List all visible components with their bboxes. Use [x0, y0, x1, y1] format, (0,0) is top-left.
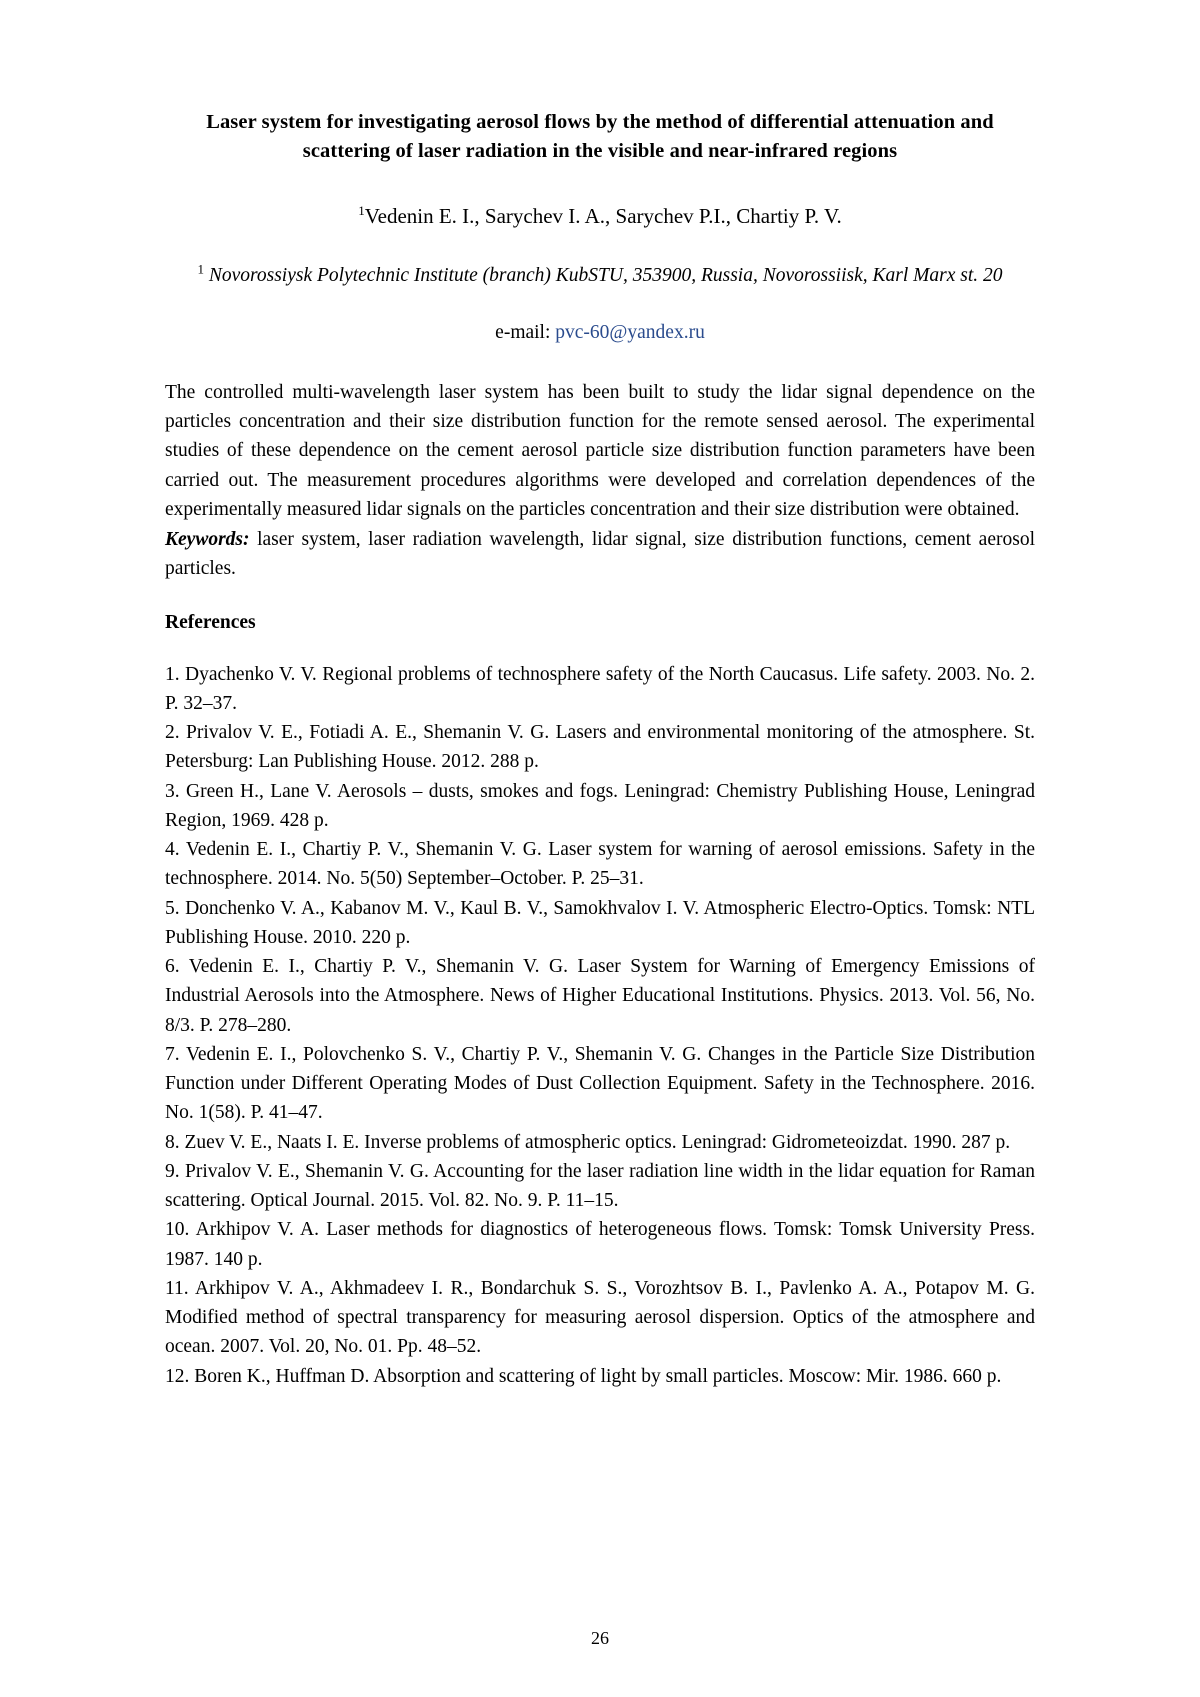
reference-item: 9. Privalov V. E., Shemanin V. G. Accounting for the laser radiation line width in the lidar equation for Raman scattering. Optical Journal. 2015. Vol. 82. No. 9. P. 11–15.: [165, 1160, 1035, 1212]
reference-item: 2. Privalov V. E., Fotiadi A. E., Shemanin V. G. Lasers and environmental monitoring of the atmosphere. St. Petersburg: Lan Publishing House. 2012. 288 p.: [165, 722, 1035, 773]
reference-item: 5. Donchenko V. A., Kabanov M. V., Kaul B. V., Samokhvalov I. V. Atmospheric Electro-Optics. Tomsk: NTL Publishing House. 2010. 220 p.: [165, 897, 1035, 948]
author-names: Vedenin E. I., Sarychev I. A., Sarychev P.I., Chartiy P. V.: [364, 204, 842, 229]
email-link[interactable]: pvc-60@yandex.ru: [555, 321, 705, 343]
keywords-line: [165, 525, 1035, 584]
affiliation-text: Novorossiysk Polytechnic Institute (branch) KubSTU, 353900, Russia, Novorossiisk, Karl Marx st. 20: [208, 264, 1003, 286]
keywords-label: Keywords:: [165, 529, 250, 551]
affiliation-marker: 1: [197, 261, 204, 277]
keywords-text: laser system, laser radiation wavelength, lidar signal, size distribution functions, cement aerosol particles.: [165, 529, 1035, 580]
references-heading: References: [165, 611, 256, 633]
reference-item: 3. Green H., Lane V. Aerosols – dusts, smokes and fogs. Leningrad: Chemistry Publishing House, Leningrad Region, 1969. 428 p.: [165, 780, 1035, 831]
affiliation: [165, 262, 1035, 290]
references-list: [165, 660, 1035, 1391]
reference-item: 1. Dyachenko V. V. Regional problems of technosphere safety of the North Caucasus. Life safety. 2003. No. 2. P. 32–37.: [165, 663, 1035, 714]
page-title: Laser system for investigating aerosol flows by the method of differential attenuation and scattering of laser radiation in the visible and near-infrared regions: [206, 111, 994, 163]
reference-item: 8. Zuev V. E., Naats I. E. Inverse problems of atmospheric optics. Leningrad: Gidrometeoizdat. 1990. 287 p.: [165, 1131, 1011, 1153]
reference-item: 12. Boren K., Huffman D. Absorption and scattering of light by small particles. Moscow: Mir. 1986. 660 p.: [165, 1365, 1002, 1387]
author-list: [165, 202, 1035, 231]
reference-item: 11. Arkhipov V. A., Akhmadeev I. R., Bondarchuk S. S., Vorozhtsov B. I., Pavlenko A. A., Potapov M. G. Modified method of spectral transparency for measuring aerosol dispersion. Optics of the atmosphere and ocean. 2007. Vol. 20, No. 01. Pp. 48–52.: [165, 1277, 1035, 1358]
email-line: [165, 322, 1035, 344]
reference-item: 6. Vedenin E. I., Chartiy P. V., Shemanin V. G. Laser System for Warning of Emergency Emissions of Industrial Aerosols into the Atmosphere. News of Higher Educational Institutions. Physics. 2013. Vol. 56, No. 8/3. P. 278–280.: [165, 956, 1035, 1036]
reference-item: 10. Arkhipov V. A. Laser methods for diagnostics of heterogeneous flows. Tomsk: Tomsk University Press. 1987. 140 p.: [165, 1219, 1035, 1270]
reference-item: 4. Vedenin E. I., Chartiy P. V., Shemanin V. G. Laser system for warning of aerosol emissions. Safety in the technosphere. 2014. No. 5(50) September–October. P. 25–31.: [165, 839, 1035, 890]
page-number: 26: [591, 1628, 609, 1648]
author-affiliation-marker-1: 1: [358, 203, 365, 219]
reference-item: 7. Vedenin E. I., Polovchenko S. V., Chartiy P. V., Shemanin V. G. Changes in the Particle Size Distribution Function under Different Operating Modes of Dust Collection Equipment. Safety in the Technosphere. 2016. No. 1(58). P. 41–47.: [165, 1043, 1035, 1124]
email-label: e-mail:: [495, 321, 551, 343]
abstract-text: The controlled multi-wavelength laser system has been built to study the lidar signal dependence on the particles concentration and their size distribution function for the remote sensed aerosol. The experimental studies of these dependence on the cement aerosol particle size distribution function parameters have been carried out. The measurement procedures algorithms were developed and correlation dependences of the experimentally measured lidar signals on the particles concentration and their size distribution were obtained.: [165, 381, 1035, 520]
